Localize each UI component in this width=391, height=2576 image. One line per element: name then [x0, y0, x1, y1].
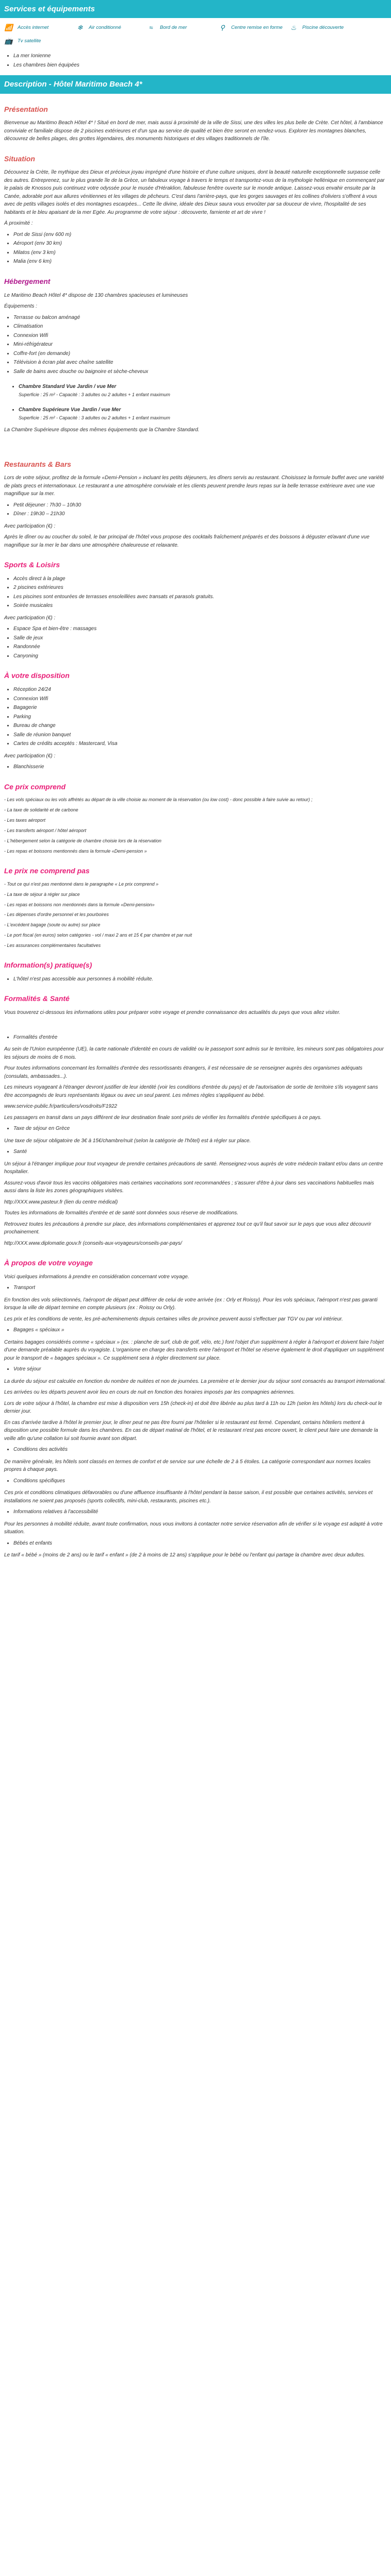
- includes-item: - La taxe de solidarité et de carbone: [4, 807, 78, 813]
- amenity-label: Tv satellite: [18, 38, 41, 44]
- health-link[interactable]: http://XXX.www.pasteur.fr (lien du centre médical): [4, 1199, 118, 1205]
- amenity-item: [75, 21, 146, 35]
- amenity-item: [4, 21, 75, 35]
- nearby-item: • Malia (env 6 km): [13, 258, 387, 266]
- situation-text: Découvrez la Crète, île mythique des Dieux et précieux joyau imprégné d'une histoire et d'une culture uniques, dont la beauté naturelle exceptionnelle surpasse celle des autres. Entreprenez, sur le plus grande île de la Grèce, un fabuleux voyage à travers le temps et transportez-vous de la mythologie hellénique en commençant par le palais de Knossos puis continuez votre odyssée pour le musée d'Héraklion, fabuleuse fenêtre ouverte sur le monde antique. Laissez-vous envahir ensuite par la Canée, adorable port aux allures vénitiennes et les villages de pêcheurs. C'est dans l'arrière-pays, que les gorges sauvages et les collines d'oliviers s'offrent à vous avec de petits villages isolés et des montagnes escarpées... Cette île divine, idéale des Dieux saura vous envoûter par sa douceur de vivre, l'hospitalité de ses habitants et le bleu apaisant de la mer Egée. Au programme de votre séjour : découverte, farniente et art de vivre !: [4, 170, 385, 215]
- duration-text4: En cas d'arrivée tardive à l'hôtel le premier jour, le dîner peut ne pas être fourni par l'hôtelier si le restaurant est fermé. Cependant, certains hôteliers mettent à disposition une possible formule dans les chambres. En cas de départ matinal de l'hôtel, et le restaurant n'est pas encore ouvert, le client peut faire une demande la veille afin qu'une collation lui soit fournie avant son départ.: [4, 1419, 378, 1442]
- excludes-item: - L'excédent bagage (soute ou autre) sur place: [4, 922, 101, 928]
- amenity-label: Accès internet: [18, 24, 49, 30]
- luggage-label: • Bagages « spéciaux »: [13, 1326, 387, 1334]
- id-text3: Les mineurs voyageant à l'étranger devront justifier de leur identité (voir les conditions d'entrée du pays) et de l'autorisation de sortie de territoire s'ils voyagent sans être accompagnés de leurs représentants légaux ou avec un seul parent. Les mêmes règles s'appliquent au bébé.: [4, 1084, 378, 1098]
- amenities-list: [0, 18, 391, 50]
- room-card: [9, 406, 387, 422]
- sport-item: • Accès direct à la plage: [13, 575, 387, 583]
- tv-icon: 📺: [4, 37, 13, 45]
- room-card: [9, 383, 387, 399]
- includes-item: - Les taxes aéroport: [4, 818, 46, 823]
- duration-text2: Les arrivées ou les départs peuvent avoir lieu en cours de nuit en fonction des horaires imposés par les compagnies aériennes.: [4, 1389, 295, 1396]
- id-text1: Au sein de l'Union européenne (UE), la carte nationale d'identité en cours de validité ou le passeport sont admis sur le territoire, les mineurs sont pas obligatoires pour les séjours de moins de 6 mois.: [4, 1046, 384, 1060]
- room-name: [19, 406, 387, 422]
- amenity-label: Air conditionné: [89, 24, 121, 30]
- rooms-note: La Chambre Supérieure dispose des mêmes équipements que la Chambre Standard.: [4, 427, 200, 433]
- disabled-label: • Informations relatives à l'accessibilité: [13, 1508, 387, 1516]
- special-text: Ces prix et conditions climatiques défavorables ou d'une affluence insuffisante à l'hôtel pendant la basse saison, il est possible que certaines activités, services et installations ne soient pas proposés (sports collectifs, mini-club, restaurants, piscines etc.).: [4, 1490, 373, 1504]
- health-link2[interactable]: http://XXX.www.diplomatie.gouv.fr (conseils-aux-voyageurs/conseils-par-pays/: [4, 1240, 182, 1246]
- meal-item: • Dîner : 19h30 – 21h30: [13, 510, 387, 518]
- excludes-item: - Les dépenses d'ordre personnel et les pourboires: [4, 912, 109, 918]
- sport-item: • Les piscines sont entourées de terrasses ensoleillées avec transats et parasols gratuits.: [13, 593, 387, 601]
- presentation-text: Bienvenue au Maritimo Beach Hôtel 4* ! Situé en bord de mer, mais aussi à proximité de la ville de Sissi, une des villes les plus belle de Crète. Cet hôtel, à l'ambiance conviviale et familiale dispose de 2 piscines extérieures et d'un spa au service de qualité et bien être seront en rendez-vous. Explorer les montagnes blanches, découvrez de belles plages, des grottes légendaires, des monuments historiques et des villages traditionnels de l'île.: [4, 120, 383, 142]
- room-details: Superficie : 25 m² - Capacité : 3 adultes ou 2 adultes + 1 enfant maximum: [19, 392, 170, 397]
- excludes-item: - La taxe de séjour à régler sur place: [4, 891, 80, 897]
- situation-title: Situation: [4, 154, 35, 163]
- equipment-list: [13, 314, 387, 376]
- dispo-item: • Connexion Wifi: [13, 695, 387, 703]
- dispo-list: [13, 686, 387, 748]
- includes-item: - Les transferts aéroport / hôtel aéroport: [4, 828, 87, 834]
- dispo-extra-list: [13, 763, 387, 771]
- dispo-item: • Bureau de change: [13, 722, 387, 730]
- tax-text: Une taxe de séjour obligatoire de 3€ à 15€/chambre/nuit (selon la catégorie de l'hôtel) est à régler sur place.: [4, 1138, 251, 1144]
- equipment-item: • Salle de bains avec douche ou baignoire et sèche-cheveux: [13, 368, 387, 376]
- equipment-item: • Terrasse ou balcon aménagé: [13, 314, 387, 322]
- sport-extra-item: • Canyoning: [13, 652, 387, 660]
- lodging-text: Le Maritimo Beach Hôtel 4* dispose de 130 chambres spacieuses et lumineuses: [4, 292, 188, 298]
- services-bar: Services et équipements: [0, 0, 391, 18]
- id-link[interactable]: www.service-public.fr/particuliers/vosdroits/F1922: [4, 1104, 117, 1110]
- nearby-item: • Milatos (env 3 km): [13, 249, 387, 257]
- luggage-text: Certains bagages considérés comme « spéciaux » (ex. : planche de surf, club de golf, vélo, etc.) font l'objet d'un supplément à régler à l'aéroport et doivent faire l'objet d'une demande préalable auprès du voyagiste. L'organisme en charge des transferts entre l'aéroport et l'hôtel se réserve également le droit d'appliquer un supplément pour le transport de « bagages spéciaux ». Ce supplément sera à régler directement sur place.: [4, 1339, 384, 1361]
- transport-text2: Les prix et les conditions de vente, les pré-acheminements depuis certaines villes de province peuvent aussi s'effectuer par TGV ou par vol intérieur.: [4, 1316, 343, 1322]
- room-name-text: • Chambre Supérieure Vue Jardin / vue Mer: [19, 407, 121, 413]
- excludes-item: - Les repas et boissons non mentionnés dans la formule «Demi-pension»: [4, 902, 155, 907]
- includes-item: - Les repas et boissons mentionnés dans la formule «Demi-pension »: [4, 849, 147, 854]
- health-label: • Santé: [13, 1148, 387, 1156]
- service-bullet: • Les chambres bien équipées: [13, 61, 387, 70]
- pool-icon: ♨: [290, 24, 297, 32]
- food-extra-label: Avec participation (€) :: [4, 523, 56, 529]
- dispo-item: • Parking: [13, 713, 387, 721]
- sport-extra-item: • Randonnée: [13, 643, 387, 651]
- formalities-title: Formalités & Santé: [4, 994, 70, 1003]
- tax-label: • Taxe de séjour en Grèce: [13, 1125, 387, 1133]
- nearby-item: • Aéroport (env 30 km): [13, 240, 387, 248]
- disabled-text: Pour les personnes à mobilité réduite, avant toute confirmation, nous vous invitons à contacter notre service réservation afin de vérifier si le voyage est adapté à votre situation.: [4, 1521, 383, 1535]
- includes-list: [4, 796, 387, 855]
- dispo-extra-item: • Blanchisserie: [13, 763, 387, 771]
- equipment-item: • Mini-réfrigérateur: [13, 341, 387, 349]
- description-section: [0, 104, 391, 1574]
- sport-item: • 2 piscines extérieures: [13, 584, 387, 592]
- formalities-intro: Vous trouverez ci-dessous les informations utiles pour préparer votre voyage et prendre connaissance des actualités du pays que vous allez visiter.: [4, 1010, 340, 1016]
- amenity-item: [146, 21, 218, 35]
- nearby-item: • Port de Sissi (env 600 m): [13, 231, 387, 239]
- option-item: • L'hôtel n'est pas accessible aux personnes à mobilité réduite.: [13, 975, 387, 984]
- includes-title: Ce prix comprend: [4, 782, 66, 791]
- dispo-item: • Bagagerie: [13, 704, 387, 712]
- equipment-item: • Télévision à écran plat avec chaîne satellite: [13, 359, 387, 367]
- amenity-label: Piscine découverte: [302, 24, 344, 30]
- id-text2: Pour toutes informations concernant les formalités d'entrée des ressortissants étrangers, il est nécessaire de se renseigner auprès des organismes adéquats (consulats, ambassades...).: [4, 1065, 363, 1079]
- sports-title: Sports & Loisirs: [4, 561, 60, 569]
- babies-label: • Bébés et enfants: [13, 1539, 387, 1548]
- id-text4: Les passagers en transit dans un pays différent de leur destination finale sont priés de vérifier les formalités d'entrée spécifiques à ce pays.: [4, 1114, 322, 1121]
- health-text2: Assurez-vous d'avoir tous les vaccins obligatoires mais certaines vaccinations sont recommandées ; s'assurer d'être à jour dans ses vaccinations habituelles mais aussi dans la liste les zones géographiques visitées.: [4, 1180, 374, 1194]
- excludes-item: - Les assurances complémentaires facultatives: [4, 943, 101, 948]
- nearby-label: À proximité :: [4, 221, 33, 227]
- about-intro: Voici quelques informations à prendre en considération concernant votre voyage.: [4, 1274, 189, 1280]
- sports-extra-list: [13, 625, 387, 660]
- transport-text1: En fonction des vols sélectionnés, l'aéroport de départ peut différer de celui de votre arrivée (ex : Orly et Roissy). Pour les vols spéciaux, l'aéroport n'est pas garanti lorsque la ville de départ termine en compte plusieurs (ex : Roissy ou Orly).: [4, 1297, 378, 1311]
- equipment-item: • Climatisation: [13, 323, 387, 331]
- dispo-title: À votre disposition: [4, 671, 70, 680]
- sport-extra-item: • Salle de jeux: [13, 634, 387, 642]
- food-extra-text: Après le dîner ou au coucher du soleil, le bar principal de l'hôtel vous propose des cocktails fraîchement préparés et des boissons à déguster et/avant d'une vue magnifique sur la mer le bar dans une atmosphère chaleureuse et relaxante.: [4, 534, 370, 548]
- wifi-icon: 📶: [4, 24, 13, 32]
- transport-label: • Transport: [13, 1284, 387, 1292]
- description-bar: Description - Hôtel Maritimo Beach 4*: [0, 75, 391, 93]
- includes-item: - Les vols spéciaux ou les vols affrétés au départ de la ville choisie au moment de la réservation (ou low cost) - donc possible à faire suivie au retour) ;: [4, 797, 313, 803]
- id-label: • Formalités d'entrée: [13, 1033, 387, 1042]
- sport-extra-item: • Espace Spa et bien-être : massages: [13, 625, 387, 633]
- dumbbell-icon: ⚲: [220, 24, 225, 32]
- amenity-item: [4, 35, 75, 48]
- health-text4: Retrouvez toutes les précautions à prendre sur place, des informations complémentaires et apprenez tout ce qu'il faut savoir sur le pays que vous allez découvrir prochainement.: [4, 1221, 371, 1235]
- room-name: [19, 383, 387, 399]
- health-text3: Toutes les informations de formalités d'entrée et de santé sont données sous réserve de modifications.: [4, 1210, 239, 1216]
- meals-list: [13, 501, 387, 518]
- includes-item: - L'hébergement selon la catégorie de chambre choisie lors de la réservation: [4, 838, 161, 844]
- food-title: Restaurants & Bars: [4, 460, 71, 468]
- wave-icon: ≈: [149, 24, 153, 32]
- activities-label: • Conditions des activités: [13, 1446, 387, 1454]
- amenity-label: Bord de mer: [160, 24, 187, 30]
- dispo-extra-label: Avec participation (€) :: [4, 753, 56, 759]
- dispo-item: • Réception 24/24: [13, 686, 387, 694]
- babies-text: Le tarif « bébé » (moins de 2 ans) ou le tarif « enfant » (de 2 à moins de 12 ans) s'applique pour le bébé ou l'enfant qui partage la chambre avec deux adultes.: [4, 1552, 365, 1558]
- amenity-item: [289, 21, 360, 35]
- health-text1: Un séjour à l'étranger implique pour tout voyageur de prendre certaines précautions de santé. Renseignez-vous auprès de votre médecin traitant et/ou dans un centre hospitalier.: [4, 1161, 383, 1175]
- amenity-item: [218, 21, 289, 35]
- room-details: Superficie : 25 m² - Capacité : 3 adultes ou 2 adultes + 1 enfant maximum: [19, 415, 170, 420]
- excludes-item: - Le port fiscal (en euros) selon catégories - vol / maxi 2 ans et 15 € par chambre et par nuit: [4, 933, 192, 938]
- equipment-item: • Connexion Wifi: [13, 332, 387, 340]
- lodging-title: Hébergement: [4, 277, 51, 285]
- room-name-text: • Chambre Standard Vue Jardin / vue Mer: [19, 384, 117, 390]
- duration-text3: Lors de votre séjour à l'hôtel, la chambre est mise à disposition vers 15h (check-in) et doit être libérée au plus tard à 11h ou 12h (selon les hôtels) lors du check-out le dernier jour.: [4, 1400, 382, 1415]
- meal-item: • Petit déjeuner : 7h30 – 10h30: [13, 501, 387, 510]
- snowflake-icon: ❄: [77, 24, 83, 32]
- equipment-label: Équipements :: [4, 303, 37, 310]
- excludes-list: [4, 881, 387, 950]
- special-label: • Conditions spécifiques: [13, 1477, 387, 1485]
- presentation-title: Présentation: [4, 105, 48, 113]
- food-text: Lors de votre séjour, profitez de la formule «Demi-Pension » incluant les petits déjeuners, les dîners servis au restaurant. Choisissez la formule buffet avec une variété de plats grecs et internationaux. Le restaurant a une atmosphère conviviale et les clients peuvent prendre leurs repas sur la belle terrasse extérieure avec une vue magnifique sur la mer.: [4, 475, 384, 497]
- activities-text: De manière générale, les hôtels sont classés en termes de confort et de service sur une échelle de 2 à 5 étoiles. La catégorie correspondant aux normes locales propres à chaque pays.: [4, 1459, 371, 1473]
- amenity-label: Centre remise en forme: [231, 24, 283, 30]
- duration-label: • Votre séjour: [13, 1365, 387, 1374]
- duration-text1: La durée du séjour est calculée en fonction du nombre de nuitées et non de journées. La première et le dernier jour du séjour sont consacrés au transport international.: [4, 1378, 386, 1384]
- nearby-list: [13, 231, 387, 266]
- equipment-item: • Coffre-fort (en demande): [13, 350, 387, 358]
- options-list: [13, 975, 387, 984]
- sport-item: • Soirée musicales: [13, 602, 387, 610]
- sports-extra-label: Avec participation (€) :: [4, 615, 56, 621]
- service-bullet: • La mer Ionienne: [13, 52, 387, 60]
- excludes-item: - Tout ce qui n'est pas mentionné dans le paragraphe « Le prix comprend »: [4, 881, 159, 887]
- services-bullets: [13, 52, 387, 69]
- dispo-item: • Salle de réunion banquet: [13, 731, 387, 739]
- excludes-title: Le prix ne comprend pas: [4, 866, 90, 875]
- options-title: Information(s) pratique(s): [4, 961, 92, 970]
- about-title: À propos de votre voyage: [4, 1259, 93, 1267]
- sports-list: [13, 575, 387, 610]
- dispo-item: • Cartes de crédits acceptés : Mastercard, Visa: [13, 740, 387, 748]
